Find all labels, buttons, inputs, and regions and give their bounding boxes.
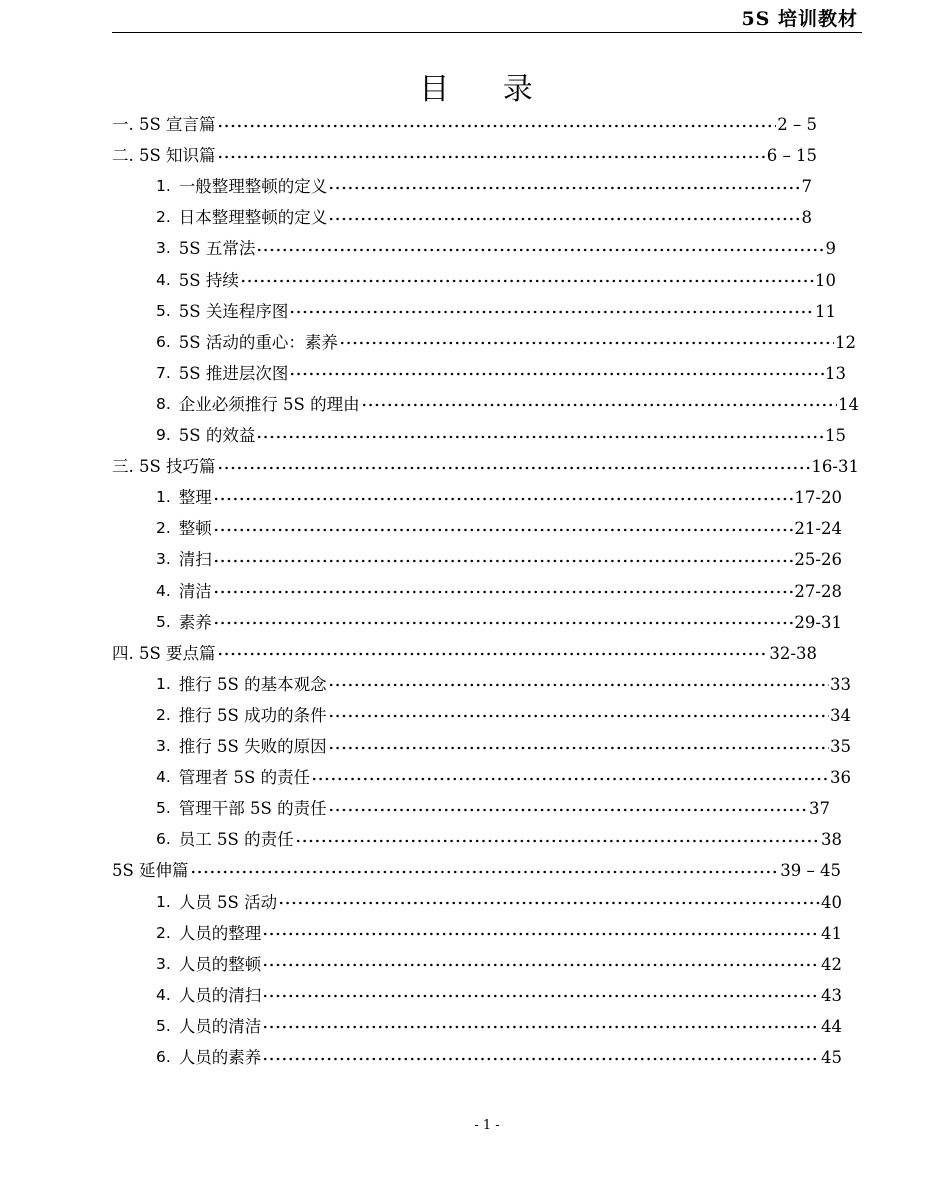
toc-page-number: 35 xyxy=(830,737,851,756)
toc-dot-leader xyxy=(311,777,829,781)
toc-dot-leader xyxy=(213,559,794,563)
toc-dot-leader xyxy=(278,901,820,905)
toc-dot-leader xyxy=(213,528,794,532)
toc-entry-label: 5S 活动的重心：素养 xyxy=(178,332,338,352)
toc-subentry xyxy=(156,918,842,949)
toc-subentry xyxy=(156,576,842,607)
toc-entry-label: 5S 的效益 xyxy=(178,426,256,445)
toc-dot-leader xyxy=(328,683,829,687)
toc-entry-label: 日本整理整顿的定义 xyxy=(178,208,328,228)
toc-subentry xyxy=(156,420,846,451)
toc-section xyxy=(112,140,817,171)
toc-dot-leader xyxy=(262,963,820,967)
toc-page-number: 13 xyxy=(825,363,846,383)
toc-entry-number: 6. xyxy=(156,830,171,849)
toc-entry-label: 推行 5S 成功的条件 xyxy=(178,705,327,725)
toc-entry-label: 清洁 xyxy=(178,581,212,601)
toc-page-number: 10 xyxy=(815,270,836,290)
toc-entry-label: 5S 推进层次图 xyxy=(178,363,289,383)
toc-page-number: 43 xyxy=(821,985,842,1005)
toc-page-number: 21-24 xyxy=(794,519,842,539)
toc-dot-leader xyxy=(289,372,824,376)
header-title: 5S 培训教材 xyxy=(741,8,858,30)
toc-entry-label: 三. 5S 技巧篇 xyxy=(112,457,216,477)
toc-entry-number: 5. xyxy=(156,301,171,320)
toc-entry-label: 整理 xyxy=(178,488,212,508)
toc-dot-leader xyxy=(217,466,811,470)
toc-section xyxy=(112,855,841,886)
toc-entry-label: 人员 5S 活动 xyxy=(178,892,278,912)
toc-entry-number: 9. xyxy=(156,426,171,444)
toc-subentry xyxy=(156,887,842,918)
toc-dot-leader xyxy=(262,1025,820,1029)
toc-entry-number: 3. xyxy=(156,954,171,973)
footer-page-number: - 1 - xyxy=(474,1118,500,1133)
toc-subentry xyxy=(156,669,851,700)
toc-subentry xyxy=(156,607,842,638)
toc-dot-leader xyxy=(361,403,837,407)
toc-entry-label: 人员的素养 xyxy=(178,1048,262,1067)
toc-dot-leader xyxy=(328,746,829,750)
toc-subentry xyxy=(156,233,836,264)
toc-subentry xyxy=(156,1042,842,1073)
toc-page-number: 36 xyxy=(830,768,851,788)
toc-entry-label: 清扫 xyxy=(178,550,212,570)
toc-entry-number: 8. xyxy=(156,394,171,413)
toc-dot-leader xyxy=(262,994,820,998)
toc-entry-number: 3. xyxy=(156,550,171,569)
toc-dot-leader xyxy=(213,497,794,501)
toc-entry-number: 7. xyxy=(156,363,171,382)
toc-subentry xyxy=(156,358,846,389)
toc-page-number: 38 xyxy=(821,830,842,850)
toc-entry-label: 四. 5S 要点篇 xyxy=(112,643,216,663)
toc-page-number: 15 xyxy=(825,426,846,445)
toc-page-number: 34 xyxy=(830,705,851,725)
toc-page-number: 29-31 xyxy=(794,612,842,632)
toc-dot-leader xyxy=(262,932,820,936)
toc-page-number: 45 xyxy=(821,1048,842,1067)
toc-entry-label: 二. 5S 知识篇 xyxy=(112,146,216,166)
toc-entry-label: 一. 5S 宣言篇 xyxy=(112,115,216,134)
toc-entry-label: 5S 五常法 xyxy=(178,239,256,259)
toc-subentry xyxy=(156,731,851,762)
toc-entry-label: 员工 5S 的责任 xyxy=(178,830,294,850)
toc-dot-leader xyxy=(328,714,829,718)
toc-page-number: 14 xyxy=(838,394,859,414)
toc-entry-label: 管理者 5S 的责任 xyxy=(178,768,311,788)
toc-entry-label: 一般整理整顿的定义 xyxy=(178,177,328,197)
toc-entry-number: 1. xyxy=(156,674,171,693)
toc-page-number: 40 xyxy=(821,892,842,912)
toc-entry-number: 5. xyxy=(156,799,171,818)
toc-dot-leader xyxy=(295,839,820,843)
toc-section xyxy=(112,638,817,669)
document-title: 目 录 xyxy=(419,72,555,107)
toc-dot-leader xyxy=(213,590,794,594)
toc-entry-number: 1. xyxy=(156,892,171,911)
toc-dot-leader xyxy=(256,248,824,252)
toc-page-number: 17-20 xyxy=(794,488,842,508)
toc-subentry xyxy=(156,824,842,855)
toc-page-number: 33 xyxy=(830,674,851,694)
toc-page-number: 16-31 xyxy=(811,457,859,477)
toc-page-number: 8 xyxy=(801,208,812,228)
toc-entry-number: 5. xyxy=(156,612,171,631)
toc-page-number: 41 xyxy=(821,923,842,943)
toc-subentry xyxy=(156,171,812,202)
toc-entry-number: 4. xyxy=(156,581,171,600)
toc-page-number: 2 – 5 xyxy=(777,115,817,134)
toc-dot-leader xyxy=(328,808,808,812)
toc-entry-number: 2. xyxy=(156,208,171,227)
toc-entry-label: 5S 关连程序图 xyxy=(178,301,289,321)
toc-dot-leader xyxy=(289,310,814,314)
toc-entry-number: 1. xyxy=(156,177,171,196)
toc-dot-leader xyxy=(328,217,800,221)
toc-page-number: 9 xyxy=(825,239,836,259)
toc-entry-label: 推行 5S 失败的原因 xyxy=(178,737,327,756)
toc-dot-leader xyxy=(328,186,800,190)
toc-page-number: 42 xyxy=(821,954,842,974)
toc-subentry xyxy=(156,513,842,544)
toc-page-number: 11 xyxy=(815,301,836,321)
toc-entry-number: 4. xyxy=(156,985,171,1004)
toc-page-number: 27-28 xyxy=(794,581,842,601)
toc-entry-label: 素养 xyxy=(178,612,212,632)
toc-subentry xyxy=(156,762,851,793)
toc-entry-label: 管理干部 5S 的责任 xyxy=(178,799,327,819)
toc-entry-label: 5S 延伸篇 xyxy=(112,861,189,881)
toc-page-number: 25-26 xyxy=(794,550,842,570)
toc-subentry xyxy=(156,980,842,1011)
header-rule xyxy=(112,32,862,33)
toc-page-number: 44 xyxy=(821,1016,842,1036)
toc-page-number: 7 xyxy=(801,177,812,197)
toc-entry-label: 人员的清扫 xyxy=(178,985,262,1005)
toc-section xyxy=(112,451,859,482)
toc-page-number: 39 – 45 xyxy=(780,861,841,881)
toc-dot-leader xyxy=(217,155,766,159)
toc-entry-number: 2. xyxy=(156,705,171,724)
toc-subentry xyxy=(156,327,856,358)
toc-subentry xyxy=(156,296,836,327)
toc-page-number: 32-38 xyxy=(769,643,817,663)
toc-subentry xyxy=(156,265,836,296)
toc-entry-label: 推行 5S 的基本观念 xyxy=(178,674,327,694)
toc-entry-label: 人员的清洁 xyxy=(178,1016,262,1036)
toc-page-number: 6 – 15 xyxy=(766,146,817,166)
toc-dot-leader xyxy=(213,621,794,625)
toc-entry-number: 6. xyxy=(156,332,171,351)
toc-subentry xyxy=(156,949,842,980)
toc-subentry xyxy=(156,389,859,420)
toc-entry-number: 3. xyxy=(156,737,171,755)
toc-entry-number: 2. xyxy=(156,519,171,538)
toc-dot-leader xyxy=(217,652,769,656)
toc-entry-number: 3. xyxy=(156,239,171,258)
toc-entry-label: 人员的整理 xyxy=(178,923,262,943)
toc-section xyxy=(112,109,817,140)
toc-subentry xyxy=(156,544,842,575)
toc-entry-label: 人员的整顿 xyxy=(178,954,262,974)
toc-entry-label: 整顿 xyxy=(178,519,212,539)
toc-dot-leader xyxy=(217,124,777,128)
toc-entry-number: 1. xyxy=(156,488,171,507)
toc-page-number: 12 xyxy=(835,332,856,352)
toc-entry-label: 企业必须推行 5S 的理由 xyxy=(178,394,360,414)
toc-entry-label: 5S 持续 xyxy=(178,270,239,290)
toc-entry-number: 4. xyxy=(156,270,171,289)
toc-subentry xyxy=(156,700,851,731)
toc-subentry xyxy=(156,793,830,824)
toc-dot-leader xyxy=(240,279,814,283)
toc-dot-leader xyxy=(256,435,824,439)
toc-subentry xyxy=(156,482,842,513)
toc-dot-leader xyxy=(262,1057,820,1061)
toc-dot-leader xyxy=(190,870,780,874)
toc-subentry xyxy=(156,202,812,233)
toc-dot-leader xyxy=(339,341,834,345)
toc-entry-number: 6. xyxy=(156,1048,171,1066)
toc-entry-number: 4. xyxy=(156,768,171,787)
toc-page-number: 37 xyxy=(809,799,830,819)
toc-subentry xyxy=(156,1011,842,1042)
toc-entry-number: 2. xyxy=(156,923,171,942)
toc-entry-number: 5. xyxy=(156,1016,171,1035)
